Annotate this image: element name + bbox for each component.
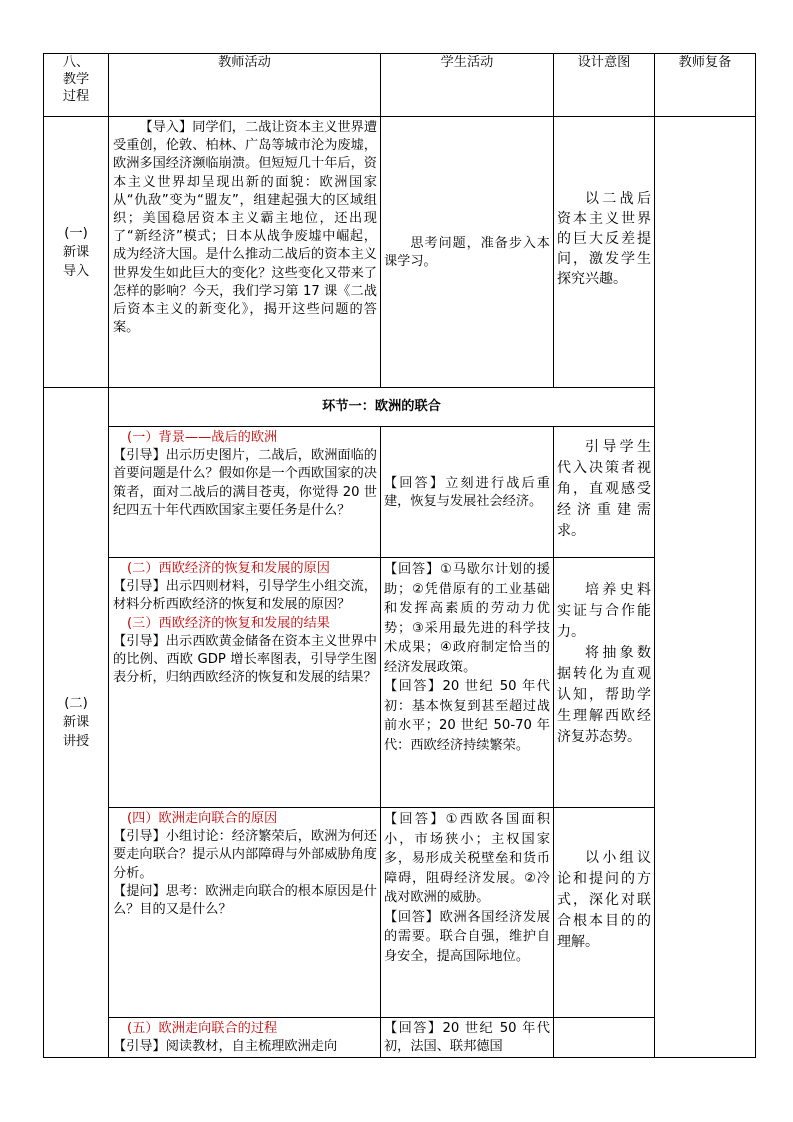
row2-teacher-a: 【引导】出示四则材料，引导学生小组交流，材料分析西欧经济的恢复和发展的原因？: [113, 579, 377, 613]
row4-teacher-text: 【引导】阅读教材，自主梳理欧洲走向: [113, 1039, 338, 1055]
stage1-row: [44, 117, 756, 388]
row4-heading: (五）欧洲走向联合的过程: [127, 1021, 278, 1036]
header-student: 学生活动: [381, 54, 554, 117]
section-title-row: [44, 388, 756, 427]
row1-student-cell: [381, 427, 554, 558]
stage1-student-text: 思考问题，准备步入本课学习。: [384, 235, 550, 269]
header-design: 设计意图: [554, 54, 655, 117]
stage1-student-cell: [381, 117, 554, 388]
row1-heading: (一）背景——战后的欧洲: [127, 430, 278, 445]
header-stage: [44, 54, 109, 117]
row3-teacher-cell: [109, 808, 381, 1018]
header-stage-label: 八、 教学 过程: [62, 55, 90, 104]
section-title: 环节一：欧洲的联合: [109, 388, 655, 427]
stage2-row4: [44, 1018, 756, 1058]
lesson-plan-table: [43, 53, 756, 1058]
stage1-teacher-text: [113, 119, 377, 337]
header-teacher: 教师活动: [109, 54, 381, 117]
row1-student-text: 【回答】立刻进行战后重建，恢复与发展社会经济。: [384, 475, 550, 509]
row1-design-cell: [554, 427, 655, 558]
row3-heading: (四）欧洲走向联合的原因: [127, 811, 278, 826]
row1-teacher-text: 【引导】出示历史图片，二战后，欧洲面临的首要问题是什么？假如你是一个西欧国家的决策者，面对二战后的满目苍夷，你觉得 20 世纪四五十年代西欧国家主要任务是什么？: [113, 448, 377, 518]
stage1-label: (一) 新课 导入: [62, 225, 90, 279]
row4-design-cell: [554, 1018, 655, 1058]
stage1-label-cell: [44, 117, 109, 388]
row2-student-a: 【回答】①马歇尔计划的援助；②凭借原有的工业基础和发挥高素质的劳动力优势；③采用最先进的科学技术成果；④政府制定恰当的经济发展政策。: [384, 562, 550, 675]
row3-student-b: 【回答】欧洲各国经济发展的需要。联合自强，维护自身安全，提高国际地位。: [384, 909, 550, 964]
stage1-design-cell: [554, 117, 655, 388]
stage1-teacher-prefix: 【导入】: [139, 120, 193, 135]
header-row: [44, 54, 756, 117]
row2-teacher-cell: [109, 558, 381, 808]
row3-teacher-b: 【提问】思考：欧洲走向联合的根本原因是什么？目的又是什么？: [113, 883, 377, 918]
row2-teacher-b: 【引导】出示西欧黄金储备在资本主义世界中的比例、西欧 GDP 增长率图表，引导学生图表分析，归纳西欧经济的恢复和发展的结果？: [113, 633, 377, 686]
stage2-label: (二) 新课 讲授: [62, 696, 90, 749]
row2-heading-b: (三）西欧经济的恢复和发展的结果: [127, 615, 330, 631]
stage1-teacher-body: 同学们，二战让资本主义世界遭受重创，伦敦、柏林、广岛等城市沦为废墟，欧洲多国经济濒临崩溃。但短短几十年后，资本主义世界却呈现出新的面貌：欧洲国家从“仇敌”变为“盟友”，组建起强大的区域组织；美国稳居资本主义霸主地位，还出现了“新经济”模式；日本从战争废墟中崛起，成为经济大国。是什么推动二战后的资本主义世界发生如此巨大的变化？这些变化又带来了怎样的影响？今天，我们学习第 17 课《二战后资本主义的新变化》，揭开这些问题的答案。: [113, 120, 378, 336]
row2-design-a: 培养史料实证与合作能力。: [557, 582, 651, 640]
row3-student-cell: [381, 808, 554, 1018]
row4-teacher-cell: [109, 1018, 381, 1058]
row3-student-a: 【回答】①西欧各国面积小，市场狭小；主权国家多，易形成关税壁垒和货币障碍，阻碍经济发展。②冷战对欧洲的威胁。: [384, 812, 550, 905]
row4-student-text: 【回答】20 世纪 50 年代初，法国、联邦德国: [384, 1021, 550, 1055]
row3-teacher-a: 【引导】小组讨论：经济繁荣后，欧洲为何还要走向联合？提示从内部障碍与外部威胁角度分析。: [113, 829, 377, 881]
review-cell: [655, 117, 756, 1058]
row1-teacher-cell: [109, 427, 381, 558]
stage1-design-text: 以二战后资本主义世界的巨大反差提问，激发学生探究兴趣。: [557, 191, 651, 287]
row2-heading-a: (二）西欧经济的恢复和发展的原因: [127, 561, 330, 576]
row1-design-text: 引导学生代入决策者视角，直观感受经济重建需求。: [557, 439, 651, 539]
row3-design-cell: [554, 808, 655, 1018]
header-review: 教师复备: [655, 54, 756, 117]
stage2-row1: [44, 427, 756, 558]
row2-design-cell: [554, 558, 655, 808]
row2-student-b: 【回答】20 世纪 50 年代初：基本恢复到甚至超过战前水平；20 世纪 50-70 年代：西欧经济持续繁荣。: [384, 679, 550, 753]
stage1-teacher-cell: [109, 117, 381, 388]
stage2-row2: [44, 558, 756, 808]
row4-student-cell: [381, 1018, 554, 1058]
stage2-label-cell: [44, 388, 109, 1058]
row3-design-text: 以小组议论和提问的方式，深化对联合根本目的的理解。: [557, 850, 651, 950]
stage2-row3: [44, 808, 756, 1018]
row2-student-cell: [381, 558, 554, 808]
row2-design-b: 将抽象数据转化为直观认知，帮助学生理解西欧经济复苏态势。: [557, 645, 651, 745]
